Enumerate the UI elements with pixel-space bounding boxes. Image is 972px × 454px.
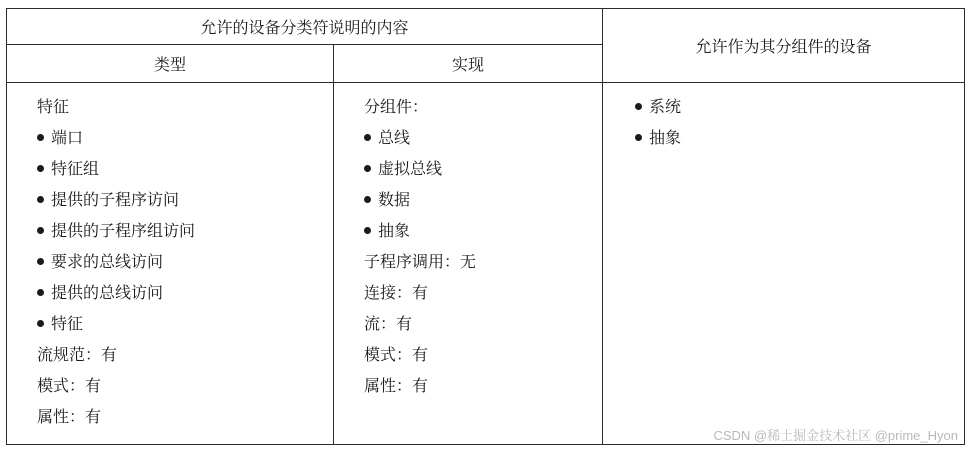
modes-line: 模式：有 — [364, 345, 429, 364]
modes-line: 模式：有 — [37, 376, 102, 395]
list-item: 抽象 — [364, 215, 602, 246]
subcomponents-label: 分组件： — [364, 97, 429, 116]
list-item: 要求的总线访问 — [37, 246, 333, 277]
flows-line: 流：有 — [364, 314, 413, 333]
list-item: 提供的总线访问 — [37, 277, 333, 308]
connections-line: 连接：有 — [364, 283, 429, 302]
allowed-subcomponents-cell — [603, 83, 965, 445]
properties-line: 属性：有 — [364, 376, 429, 395]
allowed-subcomponents-header: 允许作为其分组件的设备 — [603, 9, 965, 83]
list-item: 提供的子程序组访问 — [37, 215, 333, 246]
watermark: CSDN @稀土掘金技术社区 @prime_Hyon — [713, 428, 958, 443]
type-header: 类型 — [7, 45, 334, 83]
list-item: 系统 — [635, 91, 964, 122]
list-item: 端口 — [37, 122, 333, 153]
list-item: 特征组 — [37, 153, 333, 184]
list-item: 提供的子程序访问 — [37, 184, 333, 215]
list-item: 总线 — [364, 122, 602, 153]
spec-table — [6, 8, 965, 445]
properties-line: 属性：有 — [37, 407, 102, 426]
list-item: 虚拟总线 — [364, 153, 602, 184]
type-cell — [7, 83, 334, 445]
list-item: 抽象 — [635, 122, 964, 153]
device-classifier-table — [6, 8, 964, 445]
implementation-cell — [334, 83, 603, 445]
group-header: 允许的设备分类符说明的内容 — [7, 9, 603, 45]
implementation-header: 实现 — [334, 45, 603, 83]
subprogram-calls-line: 子程序调用：无 — [364, 252, 477, 271]
list-item: 特征 — [37, 308, 333, 339]
flow-spec-line: 流规范：有 — [37, 345, 118, 364]
features-label: 特征 — [37, 97, 70, 116]
list-item: 数据 — [364, 184, 602, 215]
